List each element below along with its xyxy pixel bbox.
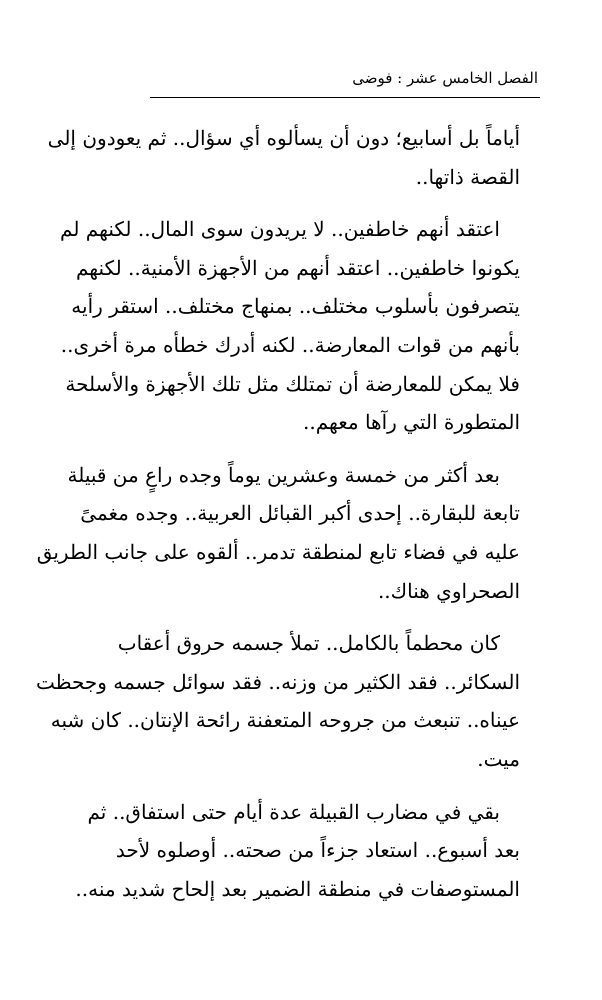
text-line: بقي في مضارب القبيلة عدة أيام حتى استفاق.. ثم xyxy=(87,799,500,824)
text-line: تابعة للبقارة.. إحدى أكبر القبائل العربية.. وجده مغمىً xyxy=(80,501,520,526)
text-line: ميت. xyxy=(477,746,520,771)
text-line: السكائر.. فقد الكثير من وزنه.. فقد سوائل جسمه وجحظت xyxy=(35,669,520,694)
header-divider xyxy=(150,97,540,98)
text-line: بعد أسبوع.. استعاد جزءاً من صحته.. أوصلوه لأحد xyxy=(115,838,520,863)
paragraph-2 xyxy=(60,210,540,442)
text-line: عيناه.. تنبعث من جروحه المتعفنة رائحة الإنتان.. كان شبه xyxy=(50,708,520,733)
text-line: يكونوا خاطفين.. اعتقد أنهم من الأجهزة الأمنية.. لكنهم xyxy=(75,255,520,280)
paragraph-1 xyxy=(47,119,540,196)
paragraph-4 xyxy=(35,624,540,778)
text-line: فلا يمكن للمعارضة أن تمتلك مثل تلك الأجهزة والأسلحة xyxy=(65,371,520,396)
text-line: اعتقد أنهم خاطفين.. لا يريدون سوى المال.. لكنهم لم xyxy=(60,217,500,242)
text-line: بأنهم من قوات المعارضة.. لكنه أدرك خطأه مرة أخرى.. xyxy=(60,332,520,357)
paragraph-5 xyxy=(66,793,540,909)
chapter-running-header: الفصل الخامس عشر : فوضى xyxy=(352,69,538,87)
paragraph-3 xyxy=(36,456,540,610)
text-line: القصة ذاتها.. xyxy=(415,164,520,189)
text-line: المستوصفات في منطقة الضمير بعد إلحاح شديد منه.. xyxy=(75,876,520,901)
text-line: كان محطماً بالكامل.. تملأ جسمه حروق أعقاب xyxy=(117,631,500,656)
text-line: بعد أكثر من خمسة وعشرين يوماً وجده راعٍ من قبيلة xyxy=(67,462,500,487)
text-line: عليه في فضاء تابع لمنطقة تدمر.. ألقوه على جانب الطريق xyxy=(36,539,520,564)
text-line: يتصرفون بأسلوب مختلف.. بمنهاج مختلف.. استقر رأيه xyxy=(71,294,520,319)
text-line: المتطورة التي رآها معهم.. xyxy=(302,410,520,435)
text-line: الصحراوي هناك.. xyxy=(377,578,520,603)
body-text xyxy=(35,119,540,922)
text-line: أياماً بل أسابيع؛ دون أن يسألوه أي سؤال.. ثم يعودون إلى xyxy=(47,126,520,150)
